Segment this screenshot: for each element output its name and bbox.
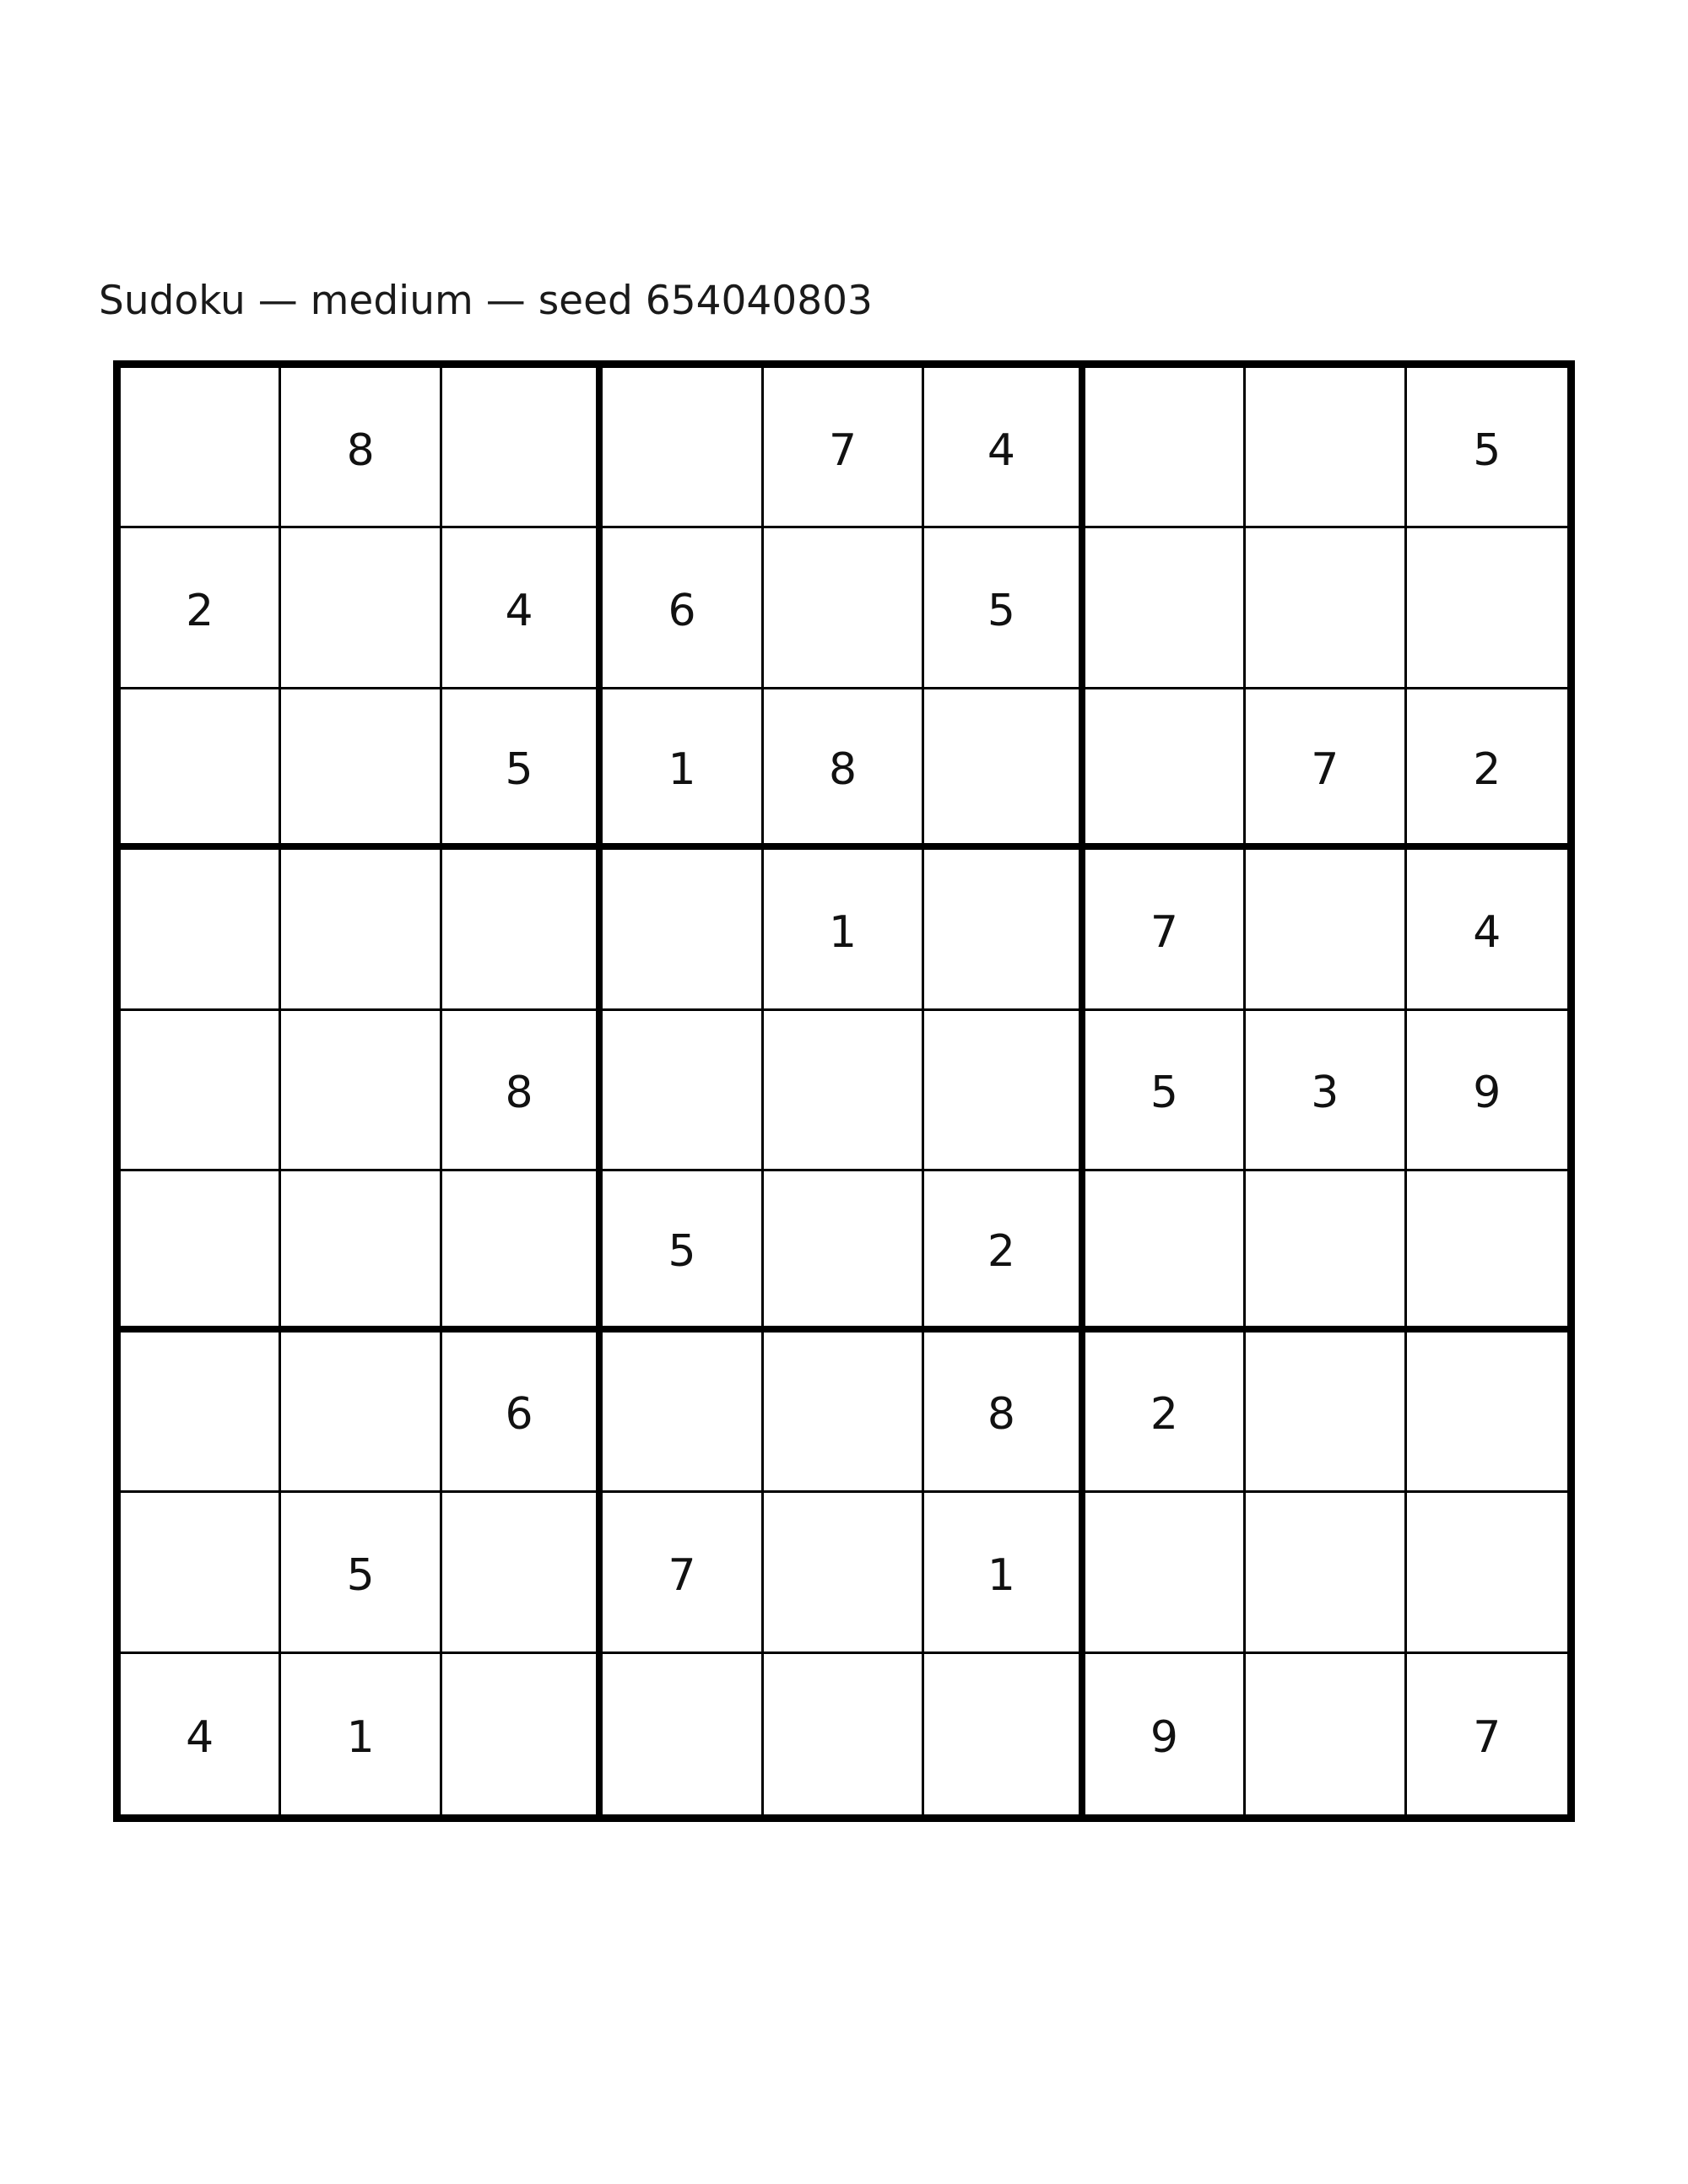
sudoku-cell[interactable] [1085, 1493, 1246, 1653]
sudoku-cell[interactable] [1246, 1171, 1406, 1332]
sudoku-cell[interactable] [121, 1333, 281, 1493]
sudoku-given-digit: 1 [346, 1711, 375, 1763]
sudoku-given-digit: 1 [987, 1549, 1015, 1601]
sudoku-cell[interactable] [603, 1493, 763, 1653]
sudoku-cell[interactable] [121, 528, 281, 689]
sudoku-cell[interactable] [121, 368, 281, 528]
sudoku-cell[interactable] [1407, 1171, 1567, 1332]
sudoku-cell[interactable] [1407, 689, 1567, 850]
sudoku-cell[interactable] [764, 1654, 924, 1814]
sudoku-cell[interactable] [924, 1011, 1085, 1171]
sudoku-given-digit: 8 [828, 744, 858, 796]
sudoku-given-digit: 2 [1150, 1389, 1178, 1441]
sudoku-cell[interactable] [1407, 850, 1567, 1010]
sudoku-cell[interactable] [1407, 1654, 1567, 1814]
sudoku-cell[interactable] [121, 1654, 281, 1814]
sudoku-cell[interactable] [1085, 528, 1246, 689]
sudoku-cell[interactable] [281, 850, 441, 1010]
sudoku-cell[interactable] [603, 368, 763, 528]
sudoku-given-digit: 5 [987, 586, 1015, 637]
sudoku-cell[interactable] [924, 1654, 1085, 1814]
sudoku-given-digit: 4 [987, 424, 1015, 476]
sudoku-given-digit: 7 [1311, 744, 1339, 796]
sudoku-cell[interactable] [764, 1171, 924, 1332]
sudoku-cell[interactable] [281, 1333, 441, 1493]
sudoku-cell[interactable] [121, 1171, 281, 1332]
sudoku-cell[interactable] [924, 850, 1085, 1010]
sudoku-given-digit: 2 [987, 1226, 1015, 1278]
sudoku-cell[interactable] [442, 850, 603, 1010]
sudoku-cell[interactable] [603, 689, 763, 850]
sudoku-cell[interactable] [442, 689, 603, 850]
sudoku-cell[interactable] [442, 1654, 603, 1814]
sudoku-cell[interactable] [1407, 1333, 1567, 1493]
sudoku-cell[interactable] [281, 528, 441, 689]
sudoku-cell[interactable] [764, 1011, 924, 1171]
sudoku-cell[interactable] [1246, 368, 1406, 528]
sudoku-cell[interactable] [1246, 1654, 1406, 1814]
sudoku-cell[interactable] [1085, 689, 1246, 850]
sudoku-given-digit: 2 [1473, 744, 1501, 796]
sudoku-cell[interactable] [1246, 1333, 1406, 1493]
sudoku-cell[interactable] [121, 850, 281, 1010]
sudoku-cell[interactable] [603, 850, 763, 1010]
sudoku-cell[interactable] [281, 1011, 441, 1171]
sudoku-cell[interactable] [442, 368, 603, 528]
sudoku-cell[interactable] [764, 368, 924, 528]
sudoku-cell[interactable] [1246, 528, 1406, 689]
sudoku-given-digit: 5 [1150, 1068, 1178, 1119]
sudoku-cell[interactable] [1085, 1333, 1246, 1493]
sudoku-cell[interactable] [1246, 1011, 1406, 1171]
sudoku-cell[interactable] [442, 1493, 603, 1653]
sudoku-given-digit: 8 [505, 1068, 533, 1119]
sudoku-given-digit: 2 [186, 586, 214, 637]
sudoku-cell[interactable] [281, 1493, 441, 1653]
sudoku-cell[interactable] [1085, 1171, 1246, 1332]
sudoku-cell[interactable] [603, 1333, 763, 1493]
sudoku-cell[interactable] [764, 689, 924, 850]
sudoku-given-digit: 7 [828, 424, 858, 476]
sudoku-cell[interactable] [924, 1333, 1085, 1493]
sudoku-cell[interactable] [1085, 1011, 1246, 1171]
sudoku-given-digit: 5 [346, 1549, 375, 1601]
sudoku-cell[interactable] [603, 528, 763, 689]
sudoku-cell[interactable] [121, 1493, 281, 1653]
sudoku-given-digit: 1 [668, 744, 696, 796]
sudoku-cell[interactable] [1407, 1493, 1567, 1653]
sudoku-given-digit: 6 [668, 586, 696, 637]
sudoku-cell[interactable] [924, 528, 1085, 689]
sudoku-given-digit: 7 [1473, 1711, 1501, 1763]
sudoku-cell[interactable] [924, 689, 1085, 850]
sudoku-cell[interactable] [1246, 689, 1406, 850]
sudoku-cell[interactable] [1407, 368, 1567, 528]
sudoku-cell[interactable] [764, 1493, 924, 1653]
sudoku-given-digit: 1 [828, 907, 858, 959]
sudoku-cell[interactable] [121, 689, 281, 850]
sudoku-cell[interactable] [1407, 1011, 1567, 1171]
sudoku-cell[interactable] [442, 528, 603, 689]
sudoku-given-digit: 5 [1473, 424, 1501, 476]
sudoku-cell[interactable] [603, 1171, 763, 1332]
sudoku-given-digit: 7 [1150, 907, 1178, 959]
sudoku-given-digit: 9 [1473, 1068, 1501, 1119]
sudoku-given-digit: 4 [186, 1711, 214, 1763]
sudoku-cell[interactable] [603, 1654, 763, 1814]
sudoku-cell[interactable] [1407, 528, 1567, 689]
sudoku-given-digit: 5 [505, 744, 533, 796]
sudoku-grid [113, 360, 1575, 1822]
sudoku-given-digit: 3 [1311, 1068, 1339, 1119]
sudoku-cell[interactable] [281, 1171, 441, 1332]
sudoku-cell[interactable] [1085, 850, 1246, 1010]
sudoku-given-digit: 8 [987, 1389, 1015, 1441]
sudoku-cell[interactable] [764, 850, 924, 1010]
sudoku-cell[interactable] [924, 368, 1085, 528]
sudoku-given-digit: 6 [505, 1389, 533, 1441]
sudoku-given-digit: 4 [1473, 907, 1501, 959]
sudoku-cell[interactable] [281, 689, 441, 850]
sudoku-cell[interactable] [281, 1654, 441, 1814]
sudoku-cell[interactable] [121, 1011, 281, 1171]
sudoku-cell[interactable] [1246, 850, 1406, 1010]
sudoku-cell[interactable] [1085, 1654, 1246, 1814]
sudoku-cell[interactable] [764, 1333, 924, 1493]
sudoku-cell[interactable] [924, 1171, 1085, 1332]
sudoku-given-digit: 5 [668, 1226, 696, 1278]
sudoku-cell[interactable] [281, 368, 441, 528]
sudoku-cell[interactable] [1246, 1493, 1406, 1653]
sudoku-cell[interactable] [442, 1011, 603, 1171]
sudoku-cell[interactable] [442, 1171, 603, 1332]
sudoku-given-digit: 8 [346, 424, 375, 476]
sudoku-cell[interactable] [924, 1493, 1085, 1653]
sudoku-given-digit: 4 [505, 586, 533, 637]
sudoku-cell[interactable] [764, 528, 924, 689]
page-title: Sudoku — medium — seed 654040803 [99, 278, 873, 324]
sudoku-given-digit: 7 [668, 1549, 696, 1601]
sudoku-cell[interactable] [442, 1333, 603, 1493]
sudoku-cell[interactable] [603, 1011, 763, 1171]
sudoku-cell[interactable] [1085, 368, 1246, 528]
sudoku-given-digit: 9 [1150, 1711, 1178, 1763]
